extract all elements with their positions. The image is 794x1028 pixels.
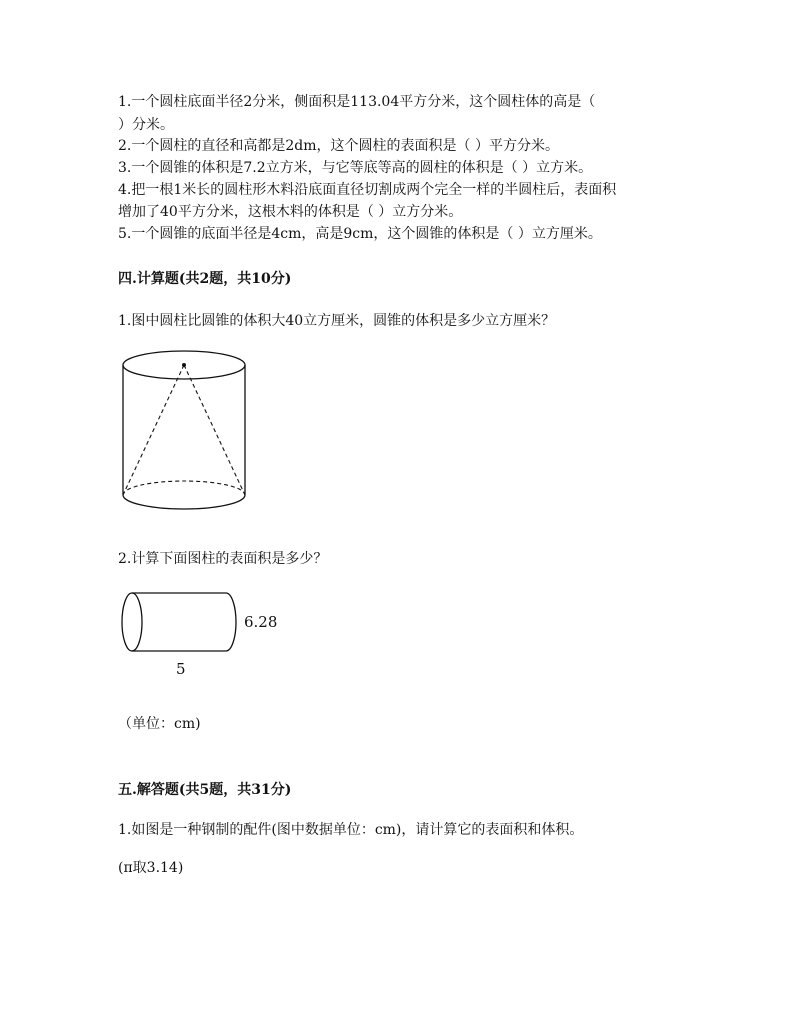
cone-right-slant: [184, 365, 245, 495]
cylinder-bottom-front: [123, 495, 245, 509]
unit-note: （单位：cm): [118, 716, 201, 732]
horizontal-cylinder-figure: [118, 590, 243, 660]
fill-question-3: 3.一个圆锥的体积是7.2立方米，与它等底等高的圆柱的体积是（ ）立方米。: [118, 160, 593, 176]
fill-question-2: 2.一个圆柱的直径和高都是2dm，这个圆柱的表面积是（ ）平方分米。: [118, 138, 559, 154]
cone-apex-dot: [182, 363, 186, 367]
section-4-heading: 四.计算题(共2题，共10分): [118, 271, 292, 287]
cylinder-length-label: 5: [176, 660, 186, 678]
answer-question-1: 1.如图是一种钢制的配件(图中数据单位：cm)，请计算它的表面积和体积。: [118, 822, 584, 838]
calc-question-1: 1.图中圆柱比圆锥的体积大40立方厘米，圆锥的体积是多少立方厘米？: [118, 313, 556, 329]
section-5-heading: 五.解答题(共5题，共31分): [118, 782, 292, 798]
cylinder-bottom-back: [123, 481, 245, 495]
cylinder-left-end: [122, 593, 142, 651]
fill-question-1-line-1: 1.一个圆柱底面半径2分米，侧面积是113.04平方分米，这个圆柱体的高是（: [118, 94, 596, 110]
cylinder-right-end: [226, 593, 236, 651]
cone-left-slant: [123, 365, 184, 495]
cylinder-height-label: 6.28: [244, 613, 278, 631]
pi-note: (π取3.14): [118, 860, 184, 876]
fill-question-1-line-2: ）分米。: [118, 117, 174, 133]
fill-question-4-line-2: 增加了40平方分米，这根木料的体积是（ ）立方分米。: [118, 204, 463, 220]
calc-question-2: 2.计算下面图柱的表面积是多少？: [118, 551, 328, 567]
fill-question-4-line-1: 4.把一根1米长的圆柱形木料沿底面直径切割成两个完全一样的半圆柱后，表面积: [118, 182, 617, 198]
fill-question-5: 5.一个圆锥的底面半径是4cm，高是9cm，这个圆锥的体积是（ ）立方厘米。: [118, 226, 602, 242]
cylinder-cone-figure: [110, 345, 260, 515]
